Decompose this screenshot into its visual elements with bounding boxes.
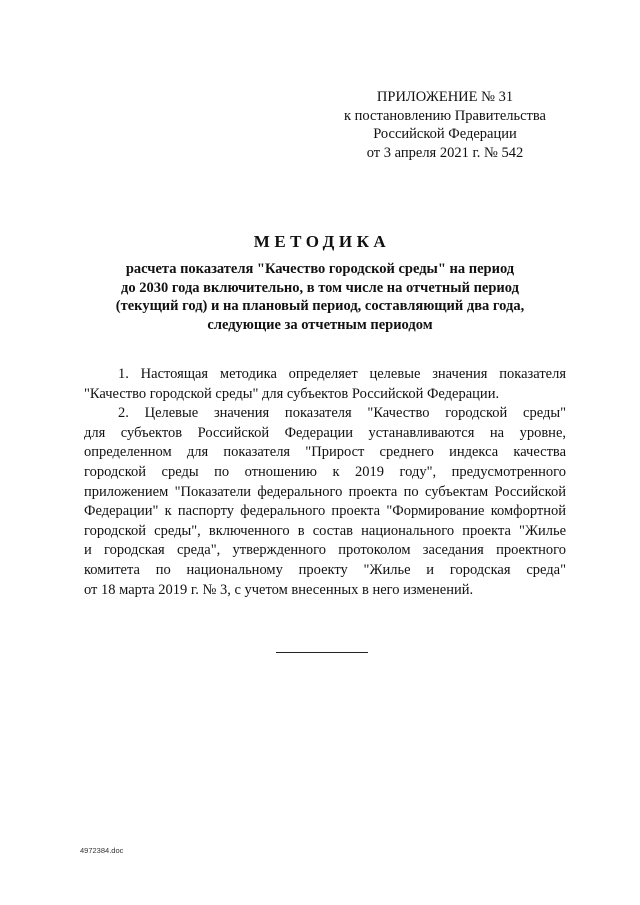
document-body <box>84 365 566 600</box>
paragraph-2 <box>84 404 566 600</box>
document-title: МЕТОДИКА <box>253 232 391 251</box>
appendix-header <box>330 88 560 162</box>
appendix-number: ПРИЛОЖЕНИЕ № 31 <box>376 89 514 105</box>
document-file-code: 4972384.doc <box>80 846 124 855</box>
subtitle-line: следующие за отчетным периодом <box>207 316 433 333</box>
appendix-resolution-ref: к постановлению Правительства <box>344 107 546 124</box>
paragraph-line: "Качество городской среды" для субъектов Российской Федерации. <box>84 385 500 402</box>
subtitle-line: до 2030 года включительно, в том числе на отчетный период <box>121 279 519 296</box>
paragraph-line: Федерации" к паспорту федерального проекта "Формирование комфортной <box>84 503 566 520</box>
subtitle-line: (текущий год) и на плановый период, составляющий два года, <box>115 298 525 314</box>
paragraph-1 <box>84 365 566 404</box>
end-separator-line <box>276 652 368 653</box>
paragraph-line: от 18 марта 2019 г. № 3, с учетом внесенных в него изменений. <box>84 581 474 598</box>
paragraph-line: 1. Настоящая методика определяет целевые значения показателя <box>118 366 566 382</box>
document-subtitle <box>80 260 560 334</box>
paragraph-line: 2. Целевые значения показателя "Качество городской среды" <box>118 405 566 422</box>
paragraph-line: для субъектов Российской Федерации устанавливаются на уровне, <box>84 424 566 441</box>
appendix-authority: Российской Федерации <box>373 126 517 142</box>
paragraph-line: определенном для показателя "Прирост среднего индекса качества <box>84 444 566 461</box>
paragraph-line: комитета по национальному проекту "Жилье и городская среда" <box>84 561 566 578</box>
paragraph-line: городской среды по отношению к 2019 году", предусмотренного <box>84 463 566 480</box>
paragraph-line: приложением "Показатели федерального проекта по субъектам Российской <box>84 483 566 500</box>
paragraph-line: и городская среда", утвержденного протоколом заседания проектного <box>84 542 566 559</box>
appendix-date-number: от 3 апреля 2021 г. № 542 <box>366 144 524 161</box>
subtitle-line: расчета показателя "Качество городской среды" на период <box>125 261 515 277</box>
paragraph-line: городской среды", включенного в состав национального проекта "Жилье <box>84 522 566 539</box>
